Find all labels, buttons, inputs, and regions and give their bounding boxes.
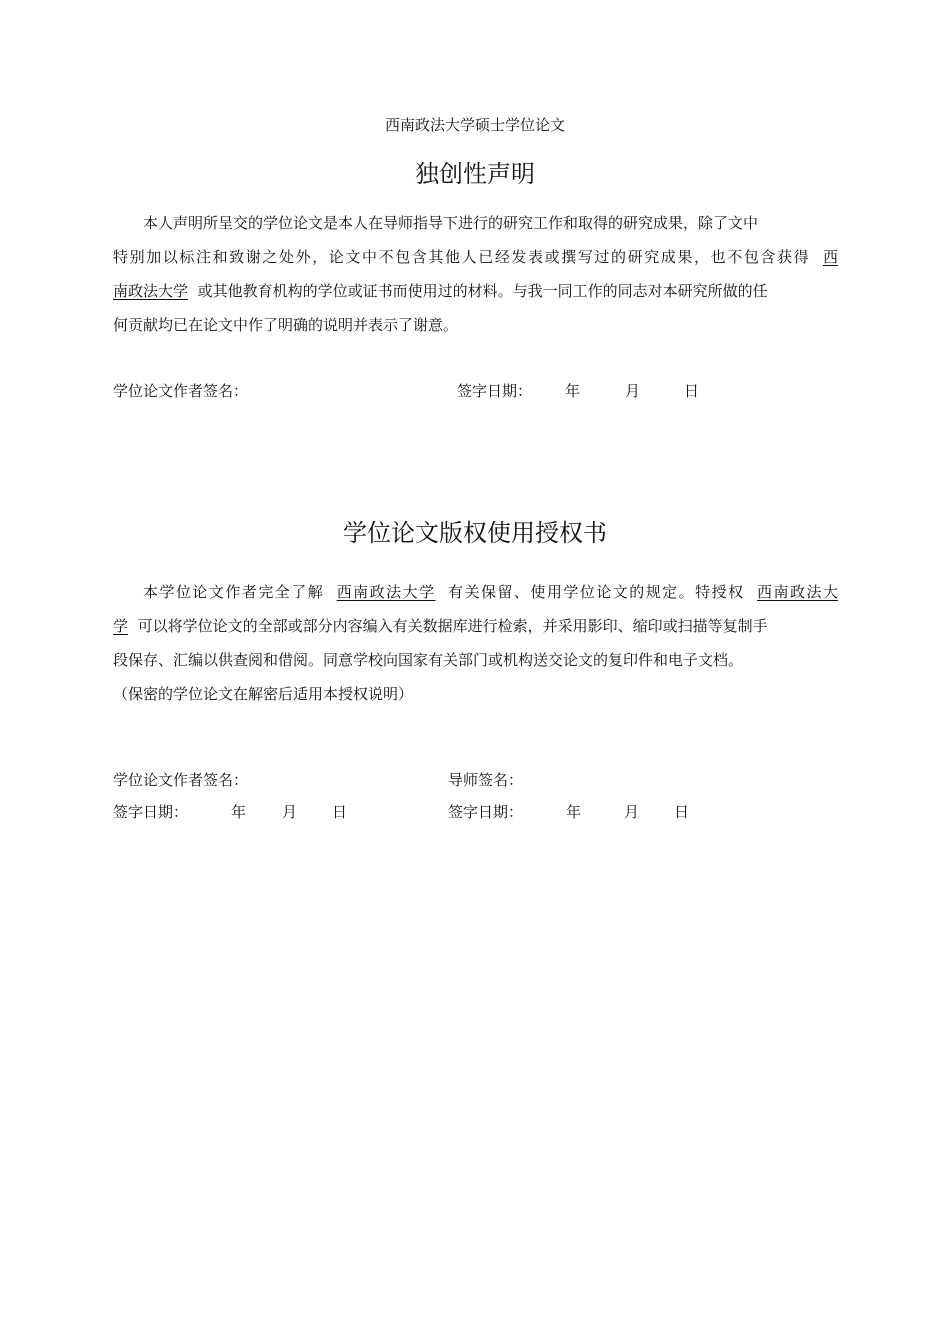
authorization-line-2: [113, 609, 768, 643]
declaration-line-3: [113, 274, 768, 308]
declaration-line-3-text: 或其他教育机构的学位或证书而使用过的材料。与我一同工作的同志对本研究所做的任: [197, 282, 768, 300]
advisor-year: 年: [566, 803, 582, 821]
advisor-day: 日: [674, 803, 690, 821]
author-month: 月: [282, 803, 298, 821]
declaration-line-4: 何贡献均已在论文中作了明确的说明并表示了谢意。: [113, 316, 459, 334]
authorization-line-1: [113, 575, 838, 609]
declaration-day: 日: [684, 382, 700, 400]
declaration-month: 月: [625, 382, 641, 400]
declaration-title: 独创性声明: [415, 160, 535, 188]
authorization-author-signature-label: 学位论文作者签名：: [113, 771, 249, 789]
author-year: 年: [231, 803, 247, 821]
advisor-month: 月: [624, 803, 640, 821]
advisor-date-label: 签字日期：: [448, 803, 524, 821]
declaration-line-2: [113, 240, 838, 274]
running-header: 西南政法大学硕士学位论文: [384, 116, 565, 134]
authorization-line-1-a: 本学位论文作者完全了解: [143, 583, 325, 601]
declaration-date-label: 签字日期：: [457, 382, 533, 400]
authorization-title: 学位论文版权使用授权书: [343, 519, 607, 547]
declaration-author-signature-label: 学位论文作者签名：: [113, 382, 249, 400]
advisor-signature-label: 导师签名：: [448, 771, 524, 789]
advisor-date-row: [448, 802, 689, 822]
authorization-line-2-text: 可以将学位论文的全部或部分内容编入有关数据库进行检索，并采用影印、缩印或扫描等复制手: [137, 617, 768, 635]
declaration-line-2-text: 特别加以标注和致谢之处外，论文中不包含其他人已经发表或撰写过的研究成果，也不包含获得: [113, 248, 811, 266]
author-date-label: 签字日期：: [113, 803, 189, 821]
authorization-note: （保密的学位论文在解密后适用本授权说明）: [113, 685, 414, 703]
author-date-row: [113, 802, 347, 822]
school-name-1: 西南政法大学: [336, 583, 436, 601]
declaration-year: 年: [565, 382, 581, 400]
school-name-2-part2: 学: [113, 617, 129, 635]
declaration-date-row: [457, 381, 699, 401]
author-day: 日: [332, 803, 348, 821]
school-name-underline-start: 西: [822, 248, 838, 266]
school-name-underline-end: 南政法大学: [113, 282, 189, 300]
declaration-line-1: 本人声明所呈交的学位论文是本人在导师指导下进行的研究工作和取得的研究成果，除了文中: [143, 214, 759, 232]
school-name-2-part1: 西南政法大: [757, 583, 838, 601]
authorization-line-3: 段保存、汇编以供查阅和借阅。同意学校向国家有关部门或机构送交论文的复印件和电子文档。: [113, 651, 744, 669]
authorization-line-1-b: 有关保留、使用学位论文的规定。特授权: [448, 583, 745, 601]
